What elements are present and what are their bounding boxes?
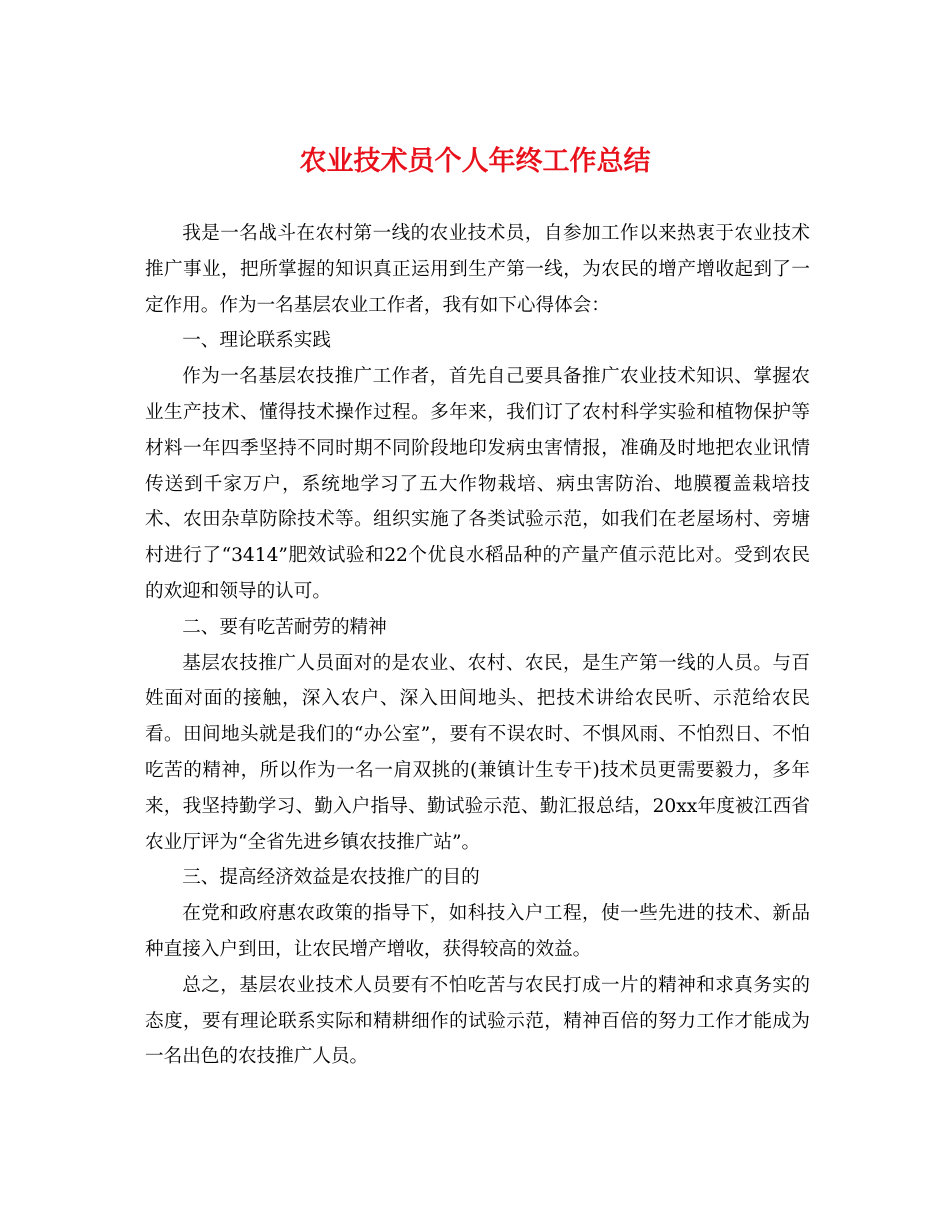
- section-paragraph-3: 在党和政府惠农政策的指导下，如科技入户工程，使一些先进的技术、新品种直接入户到田，让农民增产增收，获得较高的效益。: [145, 903, 810, 960]
- intro-paragraph: 我是一名战斗在农村第一线的农业技术员，自参加工作以来热衷于农业技术推广事业，把所掌握的知识真正运用到生产第一线，为农民的增产增收起到了一定作用。作为一名基层农业工作者，我有如下心得体会：: [145, 223, 810, 316]
- conclusion-paragraph: 总之，基层农业技术人员要有不怕吃苦与农民打成一片的精神和求真务实的态度，要有理论联系实际和精耕细作的试验示范，精神百倍的努力工作才能成为一名出色的农技推广人员。: [145, 974, 810, 1068]
- section-heading-2: 二、要有吃苦耐劳的精神: [182, 616, 387, 638]
- section-heading-1: 一、理论联系实践: [182, 330, 331, 352]
- section-heading-3: 三、提高经济效益是农技推广的目的: [182, 867, 480, 889]
- section-paragraph-2: 基层农技推广人员面对的是农业、农村、农民，是生产第一线的人员。与百姓面对面的接触，深入农户、深入田间地头、把技术讲给农民听、示范给农民看。田间地头就是我们的“办公室”，要有不误农时、不惧风雨、不怕烈日、不怕吃苦的精神，所以作为一名一肩双挑的(兼镇计生专干)技术员更需要毅力，多年来，我坚持勤学习、勤入户指导、勤试验示范、勤汇报总结，20xx年度被江西省农业厅评为“全省先进乡镇农技推广站”。: [145, 652, 810, 853]
- document-title: 农业技术员个人年终工作总结: [299, 146, 651, 177]
- section-paragraph-1: 作为一名基层农技推广工作者，首先自己要具备推广农业技术知识、掌握农业生产技术、懂得技术操作过程。多年来，我们订了农村科学实验和植物保护等材料一年四季坚持不同时期不同阶段地印发病虫害情报，准确及时地把农业讯情传送到千家万户，系统地学习了五大作物栽培、病虫害防治、地膜覆盖栽培技术、农田杂草防除技术等。组织实施了各类试验示范，如我们在老屋场村、旁塘村进行了“3414”肥效试验和22个优良水稻品种的产量产值示范比对。受到农民的欢迎和领导的认可。: [145, 366, 810, 602]
- document-body: [145, 216, 810, 1075]
